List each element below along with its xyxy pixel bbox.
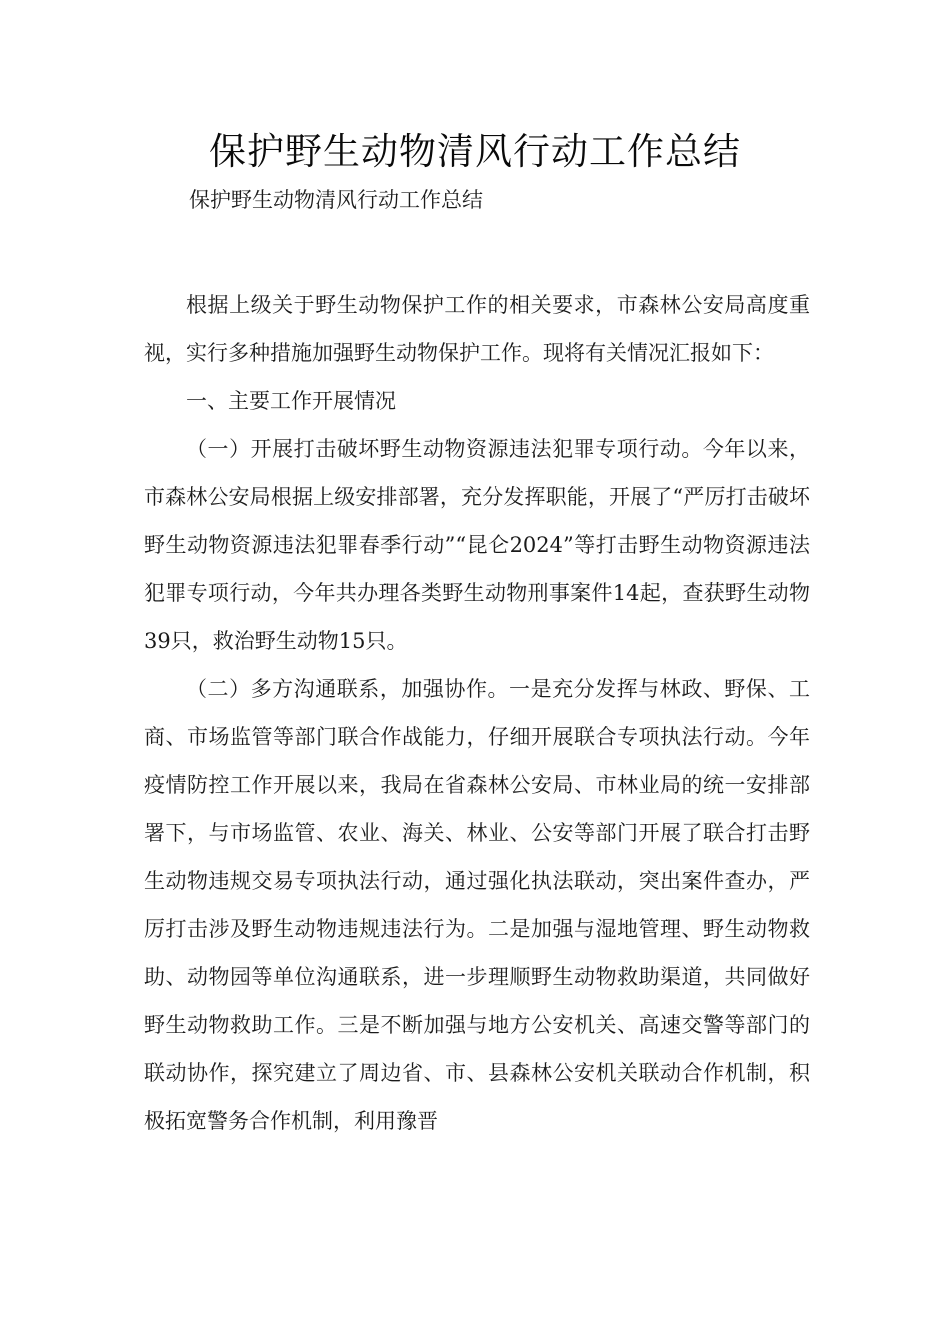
document-body [144,281,810,1145]
document-subtitle: 保护野生动物清风行动工作总结 [189,188,483,212]
section-heading: 一、主要工作开展情况 [186,389,396,413]
body-paragraph: （二）多方沟通联系，加强协作。一是充分发挥与林政、野保、工商、市场监管等部门联合作战能力，仔细开展联合专项执法行动。今年疫情防控工作开展以来，我局在省森林公安局、市林业局的统一安排部署下，与市场监管、农业、海关、林业、公安等部门开展了联合打击野生动物违规交易专项执法行动，通过强化执法联动，突出案件查办，严厉打击涉及野生动物违规违法行为。二是加强与湿地管理、野生动物救助、动物园等单位沟通联系，进一步理顺野生动物救助渠道，共同做好野生动物救助工作。三是不断加强与地方公安机关、高速交警等部门的联动协作，探究建立了周边省、市、县森林公安机关联动合作机制，积极拓宽警务合作机制，利用豫晋 [144,677,810,1133]
intro-paragraph: 根据上级关于野生动物保护工作的相关要求，市森林公安局高度重视，实行多种措施加强野生动物保护工作。现将有关情况汇报如下： [144,293,810,365]
document-title: 保护野生动物清风行动工作总结 [209,130,741,173]
body-paragraph: （一）开展打击破坏野生动物资源违法犯罪专项行动。今年以来，市森林公安局根据上级安排部署，充分发挥职能，开展了“严厉打击破坏野生动物资源违法犯罪春季行动”“昆仑2024”等打击野生动物资源违法犯罪专项行动，今年共办理各类野生动物刑事案件14起，查获野生动物39只，救治野生动物15只。 [144,437,810,653]
